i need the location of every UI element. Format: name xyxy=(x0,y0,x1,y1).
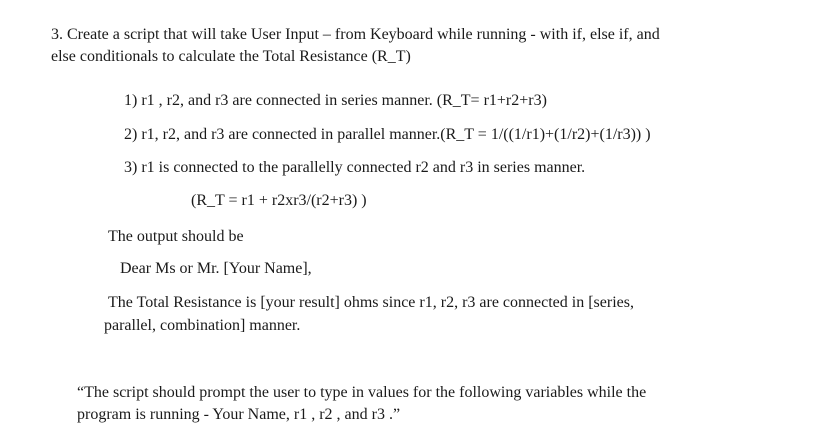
output-greeting: Dear Ms or Mr. [Your Name], xyxy=(120,260,312,277)
question-text-line-1: 3. Create a script that will take User Input – from Keyboard while running - with if, else if, and xyxy=(51,26,660,43)
case-combination: 3) r1 is connected to the parallelly connected r2 and r3 in series manner. xyxy=(124,159,586,176)
output-result-line-2: parallel, combination] manner. xyxy=(104,317,301,334)
output-label: The output should be xyxy=(108,228,244,245)
case-combination-formula: (R_T = r1 + r2xr3/(r2+r3) ) xyxy=(191,192,367,209)
prompt-note-line-1: “The script should prompt the user to type in values for the following variables while the xyxy=(77,384,647,401)
output-result-line-1: The Total Resistance is [your result] ohms since r1, r2, r3 are connected in [series, xyxy=(108,294,634,311)
prompt-note-line-2: program is running - Your Name, r1 , r2 , and r3 .” xyxy=(77,406,401,423)
case-parallel: 2) r1, r2, and r3 are connected in parallel manner.(R_T = 1/((1/r1)+(1/r2)+(1/r3)) ) xyxy=(124,126,651,143)
question-text-line-2: else conditionals to calculate the Total Resistance (R_T) xyxy=(51,48,411,65)
case-series: 1) r1 , r2, and r3 are connected in series manner. (R_T= r1+r2+r3) xyxy=(124,92,547,109)
